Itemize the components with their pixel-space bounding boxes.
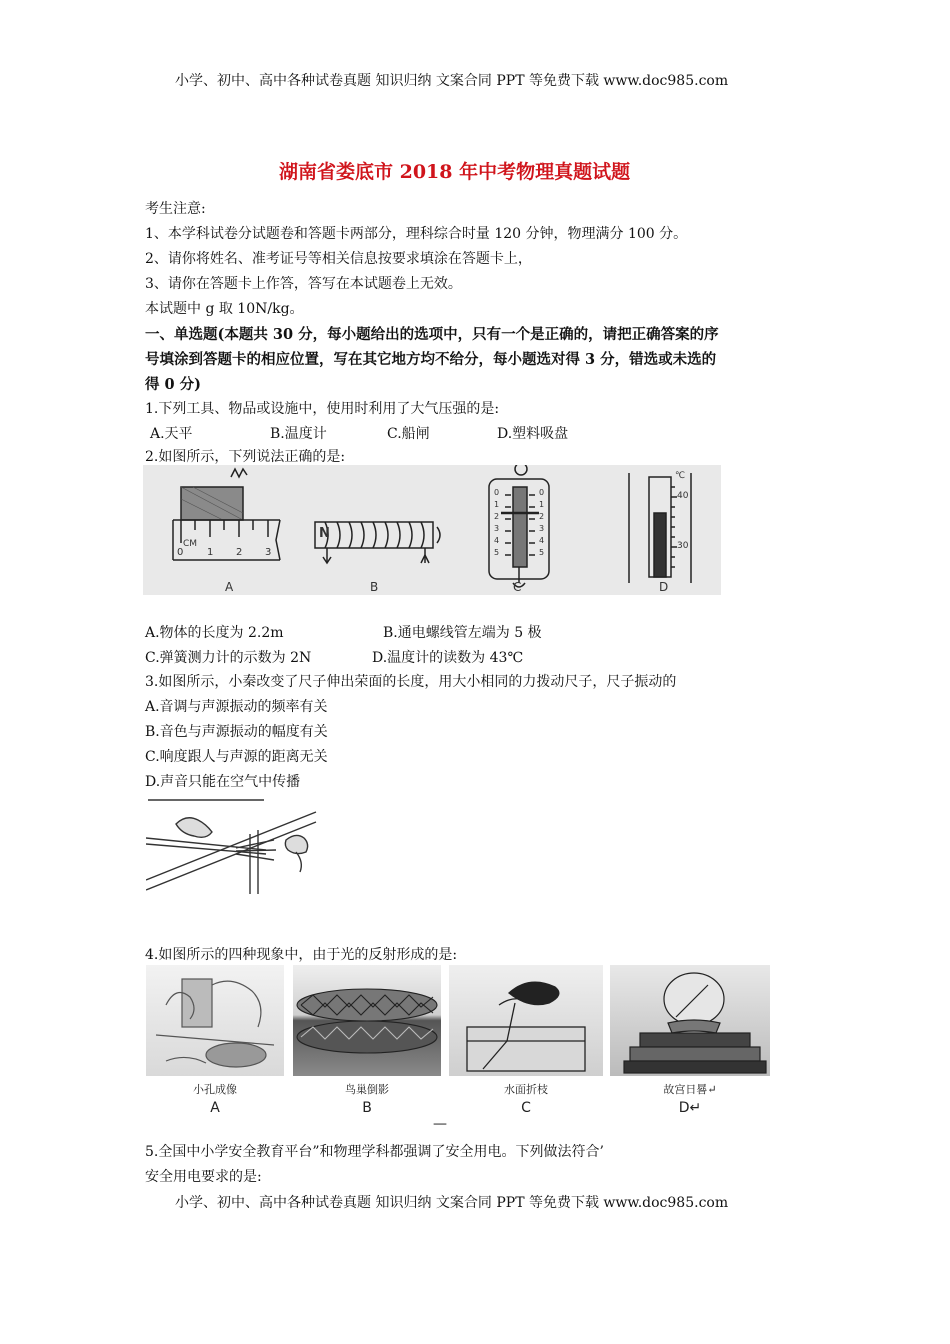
ruler-vibration-drawing: [146, 794, 322, 894]
scale-tick-label: 0: [539, 488, 545, 497]
q2-option-c: C.弹簧测力计的示数为 2N: [145, 650, 312, 666]
q3-option-d: D.声音只能在空气中传播: [145, 774, 301, 790]
q1-option-d: D.塑料吸盘: [497, 426, 569, 442]
question-5-stem: 5.全国中小学安全教育平台”和物理学科都强调了安全用电。下列做法符合’: [145, 1144, 604, 1160]
figure-label-b: B: [370, 580, 379, 594]
solenoid-pole-label: N: [319, 526, 330, 541]
photo-water-bent-branch: [449, 965, 603, 1076]
figure-label-a: A: [225, 580, 234, 594]
photo-letter-a: A: [210, 1100, 220, 1116]
q1-option-a: A.天平: [150, 426, 193, 442]
photo-caption-d: 故宫日晷↵: [663, 1083, 717, 1096]
scale-tick-label: 3: [539, 524, 545, 533]
scale-tick-label: 3: [494, 524, 500, 533]
q2-figure: [143, 465, 721, 595]
scale-tick-label: 0: [494, 488, 500, 497]
photo-pinhole-imaging: [146, 965, 284, 1076]
scale-tick-label: 5: [539, 548, 545, 557]
figure-label-c: C: [513, 580, 522, 594]
scale-tick-label: 2: [494, 512, 500, 521]
q2-option-b: B.通电螺线管左端为 5 极: [383, 625, 542, 641]
question-1-stem: 1.下列工具、物品或设施中，使用时利用了大气压强的是:: [145, 401, 500, 417]
q3-option-b: B.音色与声源振动的幅度有关: [145, 724, 328, 740]
bent-branch-drawing: [449, 965, 603, 1076]
photo-forbidden-city-sundial: [610, 965, 770, 1076]
ruler-tick-label: 0: [177, 547, 184, 558]
scale-tick-label: 1: [494, 500, 500, 509]
q1-option-c: C.船闸: [387, 426, 430, 442]
question-5-stem: 安全用电要求的是:: [145, 1169, 262, 1185]
question-3-stem: 3.如图所示，小秦改变了尺子伸出荣面的长度，用大小相同的力拨动尺子，尺子振动的: [145, 674, 677, 690]
q3-ruler-figure: [146, 794, 322, 894]
notice-item: 3、请你在答题卡上作答，答写在本试题卷上无效。: [145, 276, 462, 292]
scale-tick-label: 1: [539, 500, 545, 509]
photo-caption-c: 水面折枝: [504, 1083, 548, 1096]
ruler-unit-label: CM: [183, 539, 198, 549]
photo-birds-nest-reflection: [293, 965, 441, 1076]
scale-tick-label: 2: [539, 512, 545, 521]
thermometer-tick-label: 40: [677, 491, 689, 501]
page-header: 小学、初中、高中各种试卷真题 知识归纳 文案合同 PPT 等免费下载 www.doc985.com: [175, 73, 729, 89]
ruler-tick-label: 2: [236, 547, 243, 558]
thermometer-unit-label: ℃: [675, 471, 686, 481]
photo-letter-d: D↵: [678, 1100, 702, 1116]
notice-item: 2、请你将姓名、准考证号等相关信息按要求填涂在答题卡上，: [145, 251, 532, 267]
photo-caption-a: 小孔成像: [193, 1083, 237, 1096]
question-2-stem: 2.如图所示，下列说法正确的是:: [145, 449, 346, 465]
figure-label-d: D: [659, 580, 669, 594]
q1-option-b: B.温度计: [270, 426, 327, 442]
g-value-note: 本试题中 g 取 10N/kg。: [145, 301, 304, 317]
ruler-tick-label: 3: [265, 547, 272, 558]
section-heading: 得 0 分): [145, 376, 202, 393]
photo-caption-b: 鸟巢倒影: [345, 1083, 389, 1096]
page-title: 湖南省娄底市 2018 年中考物理真题试题: [279, 161, 631, 183]
q3-option-a: A.音调与声源振动的频率有关: [145, 699, 328, 715]
q2-figure-drawing: [143, 465, 721, 595]
photo-letter-b: B: [362, 1100, 372, 1116]
pinhole-imaging-drawing: [146, 965, 284, 1076]
notice-heading: 考生注意:: [145, 201, 206, 217]
thermometer-diagram: [629, 473, 691, 583]
thermometer-tick-label: 30: [677, 541, 689, 551]
scale-tick-label: 5: [494, 548, 500, 557]
dash-mark: —: [433, 1116, 447, 1132]
q2-option-d: D.温度计的读数为 43℃: [372, 650, 524, 666]
section-heading: 一、单选题(本题共 30 分，每小题给出的选项中，只有一个是正确的，请把正确答案的序: [145, 326, 719, 343]
sundial-drawing: [610, 965, 770, 1076]
q2-option-a: A.物体的长度为 2.2m: [145, 625, 284, 641]
scale-tick-label: 4: [539, 536, 545, 545]
section-heading: 号填涂到答题卡的相应位置，写在其它地方均不给分，每小题选对得 3 分，错选或未选的: [145, 351, 717, 368]
ruler-tick-label: 1: [207, 547, 214, 558]
page-footer: 小学、初中、高中各种试卷真题 知识归纳 文案合同 PPT 等免费下载 www.doc985.com: [175, 1195, 729, 1211]
solenoid-diagram: [315, 522, 440, 563]
scale-tick-label: 4: [494, 536, 500, 545]
photo-letter-c: C: [521, 1100, 531, 1116]
q3-option-c: C.响度跟人与声源的距离无关: [145, 749, 328, 765]
notice-item: 1、本学科试卷分试题卷和答题卡两部分，理科综合时量 120 分钟，物理满分 100 分。: [145, 226, 688, 242]
birds-nest-drawing: [293, 965, 441, 1076]
question-4-stem: 4.如图所示的四种现象中，由于光的反射形成的是:: [145, 947, 458, 963]
